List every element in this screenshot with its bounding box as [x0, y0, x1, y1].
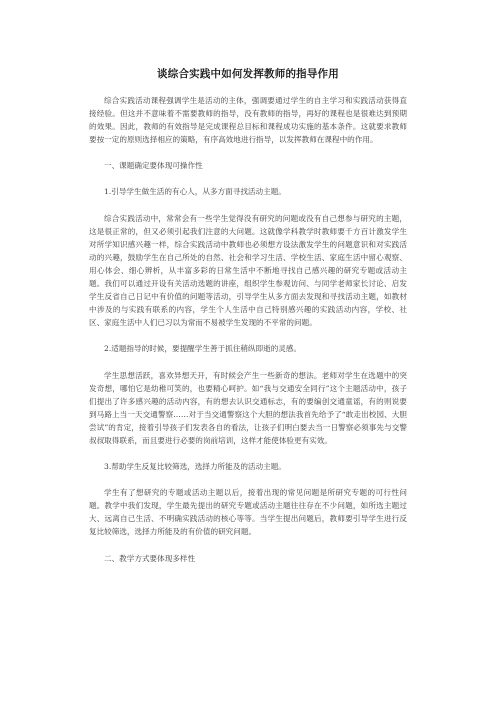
item-3-paragraph: 学生有了想研究的专题或活动主题以后，接着出现的常见问题是所研究专题的可行性问题。教学中我们发现，学生最先提出的研究专题或活动主题往往存在不少问题，如所选主题过大、远离自己生活、不明确实践活动的核心等等。当学生提出问题后，教师要引导学生进行反复比较筛选，选择力所能及的有价值的研究问题。: [89, 488, 407, 537]
item-1-paragraph: 综合实践活动中，常常会有一些学生觉得没有研究的问题或没有自己想参与研究的主题，这是很正常的，但又必须引起我们注意的大问题。这就像学科教学时教师要千方百计激发学生对所学知识感兴趣一样，综合实践活动中教师也必须想方设法激发学生的问题意识和对实践活动的兴趣，鼓励学生在自己所处的自然、社会和学习生活、学校生活、家庭生活中留心观察、用心体会、细心辨析，从丰富多彩的日常生活中不断地寻找自己感兴趣的研究专题或活动主题。我们可以通过开设有关活动选题的讲座，组织学生参观访问、与同学老师家长讨论、启发学生反省自己日记中有价值的问题等活动，引导学生从多方面去发现和寻找活动主题，如教材中涉及的与实践有联系的内容，学生个人生活中自己特别感兴趣的实践活动内容，学校、社区、家庭生活中人们已习以为常而不易被学生发现的不平常的问题。: [89, 213, 407, 328]
section-2-heading: 二、教学方式要体现多样性: [104, 553, 196, 563]
document-title: 谈综合实践中如何发挥教师的指导作用: [157, 68, 339, 80]
item-1-heading: 1.引导学生做生活的有心人，从多方面寻找活动主题。: [104, 187, 286, 197]
intro-paragraph: 综合实践活动课程强调学生是活动的主体，强调要通过学生的自主学习和实践活动获得直接经验。但这并不意味着不需要教师的指导，没有教师的指导，再好的课程也是很难达到预期的效果。因此，教师的有效指导是完成课程总目标和课程成功实施的基本条件。这就要求教师要按一定的原则选择相应的策略，有序高效地进行指导，以发挥教师在课程中的作用。: [89, 96, 407, 145]
item-3-heading: 3.帮助学生反复比较筛选，选择力所能及的活动主题。: [104, 462, 286, 472]
item-2-heading: 2.适题指导的时候，要提醒学生善于抓住稍纵即逝的灵感。: [104, 344, 302, 354]
document-body: [89, 94, 407, 565]
item-2-paragraph: 学生思想活跃，喜欢异想天开，有时候会产生一些新奇的想法。老师对学生在选题中的突发奇想，哪怕它是幼稚可笑的，也要精心呵护。如“我与交通安全同行”这个主题活动中，孩子们提出了许多感兴趣的活动内容，有的想去认识交通标志，有的要编创交通童谣，有的则说要到马路上当一天交通警察……对于当交通警察这个大胆的想法我首先给予了“敢走出校园、大胆尝试”的肯定，接着引导孩子们发表各自的看法，让孩子们明白要去当一日警察必须事先与交警叔叔取得联系，而且要进行必要的岗前培训，这样才能使体验更有实效。: [89, 370, 407, 445]
section-1-heading: 一、课题确定要体现可操作性: [104, 161, 203, 171]
